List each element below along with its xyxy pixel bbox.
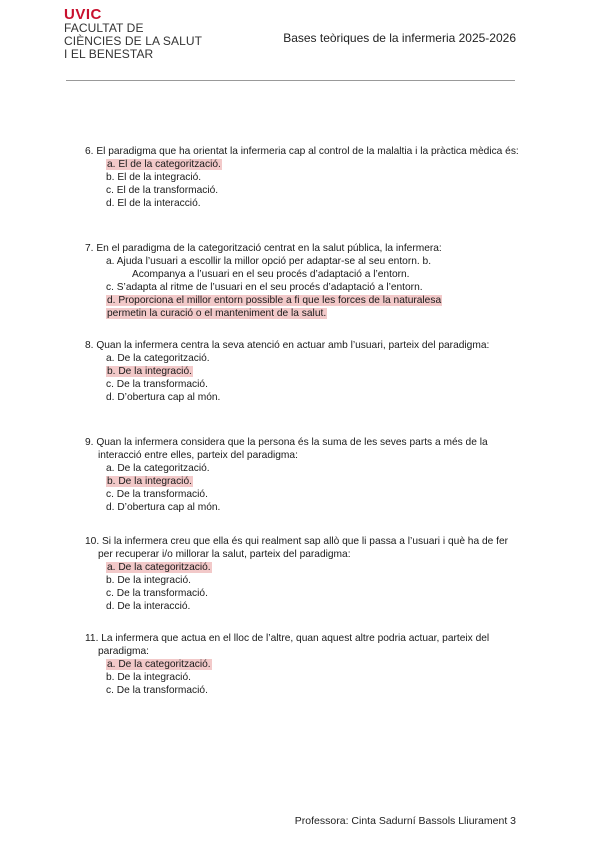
- answer-option: c. De la transformació.: [106, 379, 208, 390]
- uvic-logo-mark: UVIC: [64, 6, 102, 23]
- question-stem: 7. En el paradigma de la categorització centrat en la salut pública, la infermera:: [85, 243, 442, 254]
- answer-option: c. El de la transformació.: [106, 185, 219, 196]
- answer-option-selected: a. El de la categorització.: [107, 159, 221, 170]
- faculty-name-line-3: I EL BENESTAR: [64, 47, 154, 61]
- question-stem: 10. Si la infermera creu que ella és qui realment sap allò que li passa a l’usuari i què ha de fer per recuperar i/o millorar la salut, parteix del paradigma:: [85, 536, 509, 560]
- faculty-name-line-1: FACULTAT DE: [64, 21, 144, 35]
- answer-option: c. S’adapta al ritme de l’usuari en el seu procés d’adaptació a l’entorn.: [106, 282, 423, 293]
- question-7: [80, 242, 520, 320]
- course-title: Bases teòriques de la infermeria 2025-2026: [283, 31, 516, 45]
- page-footer: Professora: Cinta Sadurní Bassols Lliurament 3: [294, 815, 516, 827]
- question-stem: 6. El paradigma que ha orientat la infermeria cap al control de la malaltia i la pràctica mèdica és:: [85, 146, 519, 157]
- answer-option: b. El de la integració.: [106, 172, 202, 183]
- answer-option: c. De la transformació.: [106, 685, 208, 696]
- answer-option: b. De la integració.: [106, 672, 191, 683]
- question-stem: 11. La infermera que actua en el lloc de l’altre, quan aquest altre podria actuar, parteix del paradigma:: [85, 633, 490, 657]
- answer-option-selected: a. De la categorització.: [107, 659, 211, 670]
- question-stem: 8. Quan la infermera centra la seva atenció en actuar amb l’usuari, parteix del paradigma:: [85, 340, 490, 351]
- question-stem: 9. Quan la infermera considera que la persona és la suma de les seves parts a més de la interacció entre elles, parteix del paradigma:: [85, 437, 488, 461]
- answer-option: d. De la interacció.: [106, 601, 191, 612]
- answer-option: b. De la integració.: [106, 575, 191, 586]
- answer-option: c. De la transformació.: [106, 588, 208, 599]
- faculty-logo: [64, 8, 202, 61]
- question-6: [80, 145, 520, 210]
- answer-option: a. De la categorització.: [106, 353, 210, 364]
- answer-option-selected: d. Proporciona el millor entorn possible a fi que les forces de la naturalesa: [107, 295, 442, 306]
- answer-option-selected: a. De la categorització.: [107, 562, 211, 573]
- answer-option-selected-continued: permetin la curació o el manteniment de la salut.: [107, 308, 327, 319]
- answer-option: d. D’obertura cap al món.: [106, 502, 221, 513]
- answer-option: a. De la categorització.: [106, 463, 210, 474]
- question-8: [80, 339, 520, 404]
- answer-option: d. El de la interacció.: [106, 198, 201, 209]
- faculty-name-line-2: CIÈNCIES DE LA SALUT: [64, 34, 203, 48]
- answer-option: Acompanya a l’usuari en el seu procés d’adaptació a l’entorn.: [132, 269, 410, 280]
- question-9: [80, 436, 520, 514]
- answer-option-selected: b. De la integració.: [107, 476, 192, 487]
- answer-option: a. Ajuda l’usuari a escollir la millor opció per adaptar-se al seu entorn. b.: [106, 256, 432, 267]
- header-divider: [66, 80, 515, 81]
- answer-option: d. D’obertura cap al món.: [106, 392, 221, 403]
- question-11: [80, 632, 520, 697]
- question-10: [80, 535, 520, 613]
- answer-option: c. De la transformació.: [106, 489, 208, 500]
- answer-option-selected: b. De la integració.: [107, 366, 192, 377]
